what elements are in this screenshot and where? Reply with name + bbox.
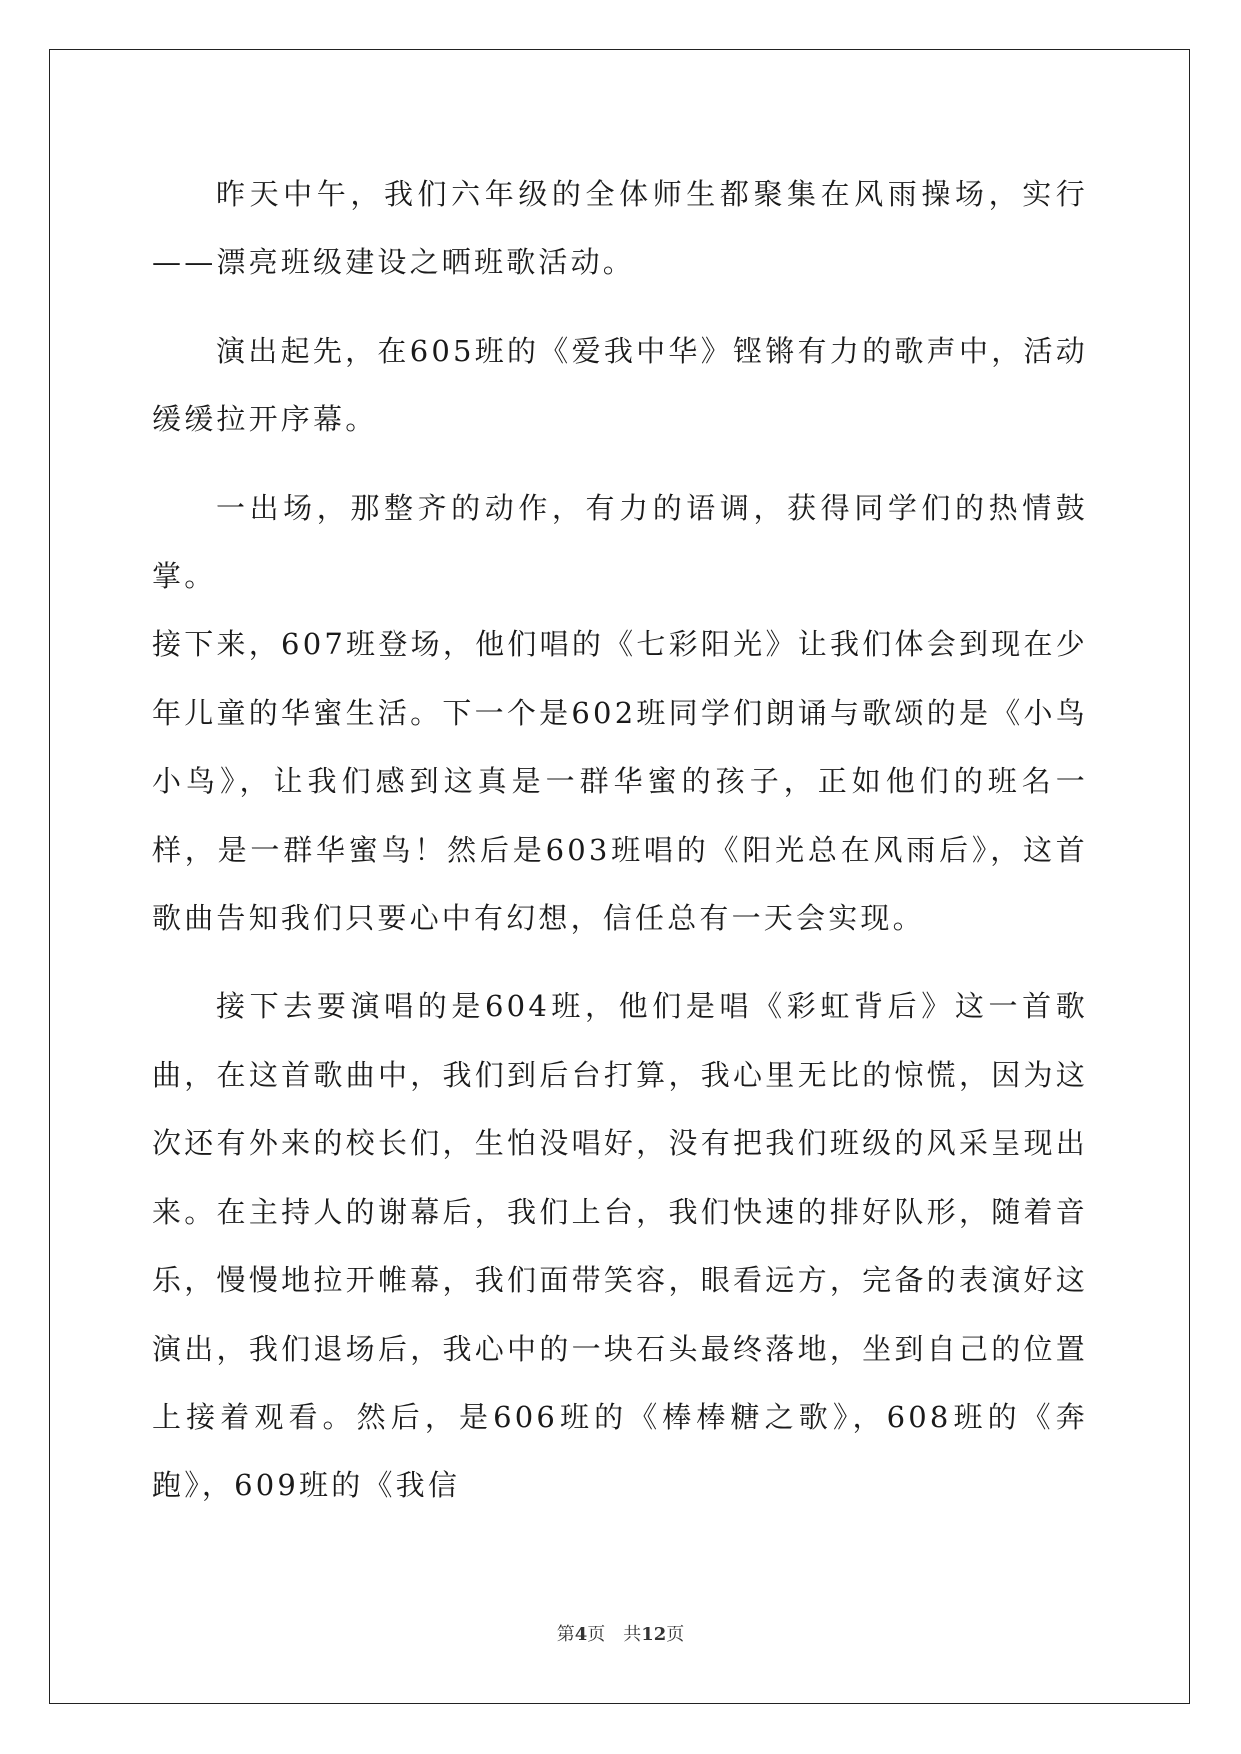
- document-body: [152, 160, 1088, 1520]
- paragraph-3: 一出场，那整齐的动作，有力的语调，获得同学们的热情鼓掌。: [152, 490, 1088, 594]
- page-number: 4: [574, 1624, 588, 1645]
- total-prefix: 共: [623, 1624, 642, 1645]
- paragraph-5: 接下去要演唱的是604班，他们是唱《彩虹背后》这一首歌曲，在这首歌曲中，我们到后台打算，我心里无比的惊慌，因为这次还有外来的校长们，生怕没唱好，没有把我们班级的风采呈现出来。在主持人的谢幕后，我们上台，我们快速的排好队形，随着音乐，慢慢地拉开帷幕，我们面带笑容，眼看远方，完备的表演好这演出，我们退场后，我心中的一块石头最终落地，坐到自己的位置上接着观看。然后，是606班的《棒棒糖之歌》，608班的《奔跑》，609班的《我信: [152, 989, 1088, 1503]
- page-prefix: 第: [556, 1624, 575, 1645]
- total-suffix: 页: [666, 1624, 685, 1645]
- paragraph-2: 演出起先，在605班的《爱我中华》铿锵有力的歌声中，活动缓缓拉开序幕。: [152, 333, 1088, 437]
- paragraph-4: 接下来，607班登场，他们唱的《七彩阳光》让我们体会到现在少年儿童的华蜜生活。下一个是602班同学们朗诵与歌颂的是《小鸟小鸟》，让我们感到这真是一群华蜜的孩子，正如他们的班名一样，是一群华蜜鸟！然后是603班唱的《阳光总在风雨后》，这首歌曲告知我们只要心中有幻想，信任总有一天会实现。: [152, 627, 1088, 936]
- page-footer: [0, 1620, 1241, 1646]
- page-suffix: 页: [587, 1624, 606, 1645]
- paragraph-1: 昨天中午，我们六年级的全体师生都聚集在风雨操场，实行——漂亮班级建设之晒班歌活动。: [152, 177, 1088, 280]
- total-pages: 12: [641, 1624, 667, 1645]
